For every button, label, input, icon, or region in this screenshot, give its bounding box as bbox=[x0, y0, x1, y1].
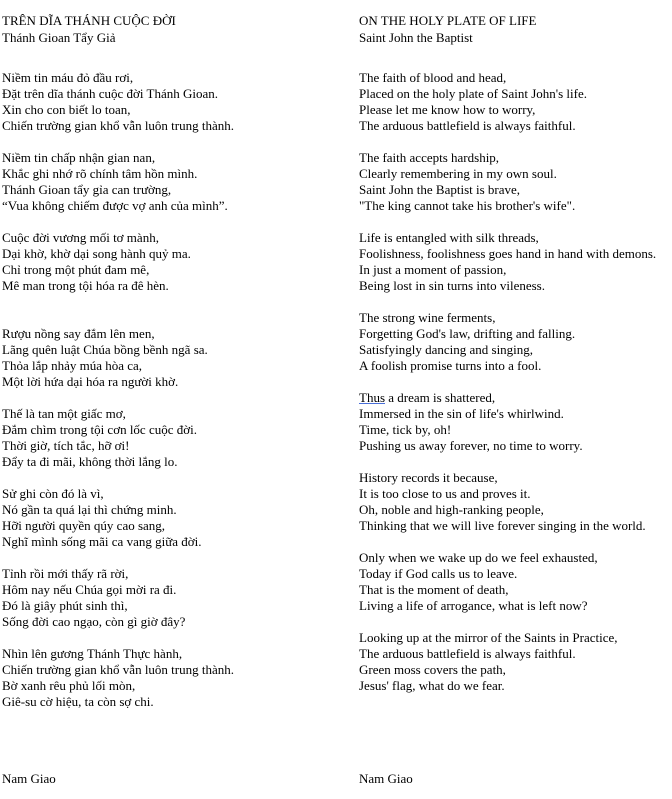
poem-line: That is the moment of death, bbox=[359, 582, 509, 597]
poem-line: Placed on the holy plate of Saint John's life. bbox=[359, 86, 587, 101]
line-remainder: a dream is shattered, bbox=[385, 390, 496, 405]
poem-line: “Vua không chiếm được vợ anh của mình”. bbox=[2, 198, 228, 213]
poem-line: Clearly remembering in my own soul. bbox=[359, 166, 557, 181]
author-signature-vi: Nam Giao bbox=[2, 771, 56, 786]
poem-line: Bờ xanh rêu phủ lối mòn, bbox=[2, 678, 136, 693]
poem-line: The faith of blood and head, bbox=[359, 70, 507, 85]
stanza-vi-8 bbox=[2, 646, 352, 710]
poem-line: In just a moment of passion, bbox=[359, 262, 507, 277]
stanza-vi-2 bbox=[2, 150, 352, 214]
poem-line: Nghĩ mình sống mãi ca vang giữa đời. bbox=[2, 534, 202, 549]
poem-line: "The king cannot take his brother's wife". bbox=[359, 198, 576, 213]
poem-line: Đẩy ta đi mãi, không thời lắng lo. bbox=[2, 454, 178, 469]
poem-line: Please let me know how to worry, bbox=[359, 102, 536, 117]
poem-line: Xin cho con biết lo toan, bbox=[2, 102, 131, 117]
poem-subtitle-vi: Thánh Gioan Tẩy Giả bbox=[2, 30, 116, 45]
poem-line: Thỏa lắp nhảy múa hòa ca, bbox=[2, 358, 143, 373]
poem-line: History records it because, bbox=[359, 470, 498, 485]
poem-line: Living a life of arrogance, what is left now? bbox=[359, 598, 588, 613]
poem-line: Đó là giây phút sinh thì, bbox=[2, 598, 128, 613]
poem-line: Hôm nay nếu Chúa gọi mời ra đi. bbox=[2, 582, 177, 597]
poem-line: Oh, noble and high-ranking people, bbox=[359, 502, 544, 517]
poem-line: Lãng quên luật Chúa bồng bềnh ngã sa. bbox=[2, 342, 208, 357]
poem-line: Immersed in the sin of life's whirlwind. bbox=[359, 406, 564, 421]
stanzas-vi bbox=[2, 70, 352, 710]
poem-line: Looking up at the mirror of the Saints in Practice, bbox=[359, 630, 618, 645]
poem-line: Sống đời cao ngạo, còn gì giờ đây? bbox=[2, 614, 186, 629]
poem-line: Thời giờ, tích tắc, hỡ ơi! bbox=[2, 438, 130, 453]
poem-line bbox=[359, 390, 670, 406]
author-signature-en: Nam Giao bbox=[359, 771, 413, 786]
poem-line: Foolishness, foolishness goes hand in hand with demons. bbox=[359, 246, 657, 261]
poem-line: Satisfyingly dancing and singing, bbox=[359, 342, 534, 357]
poem-subtitle-en: Saint John the Baptist bbox=[359, 30, 473, 45]
poem-line: The arduous battlefield is always faithful. bbox=[359, 118, 576, 133]
stanzas-en bbox=[359, 70, 670, 694]
stanza-en-7 bbox=[359, 550, 670, 614]
stanza-vi-5 bbox=[2, 406, 352, 470]
poem-line: It is too close to us and proves it. bbox=[359, 486, 531, 501]
poem-line: Cuộc đời vương mối tơ mành, bbox=[2, 230, 159, 245]
poem-line: Một lời hứa dại hóa ra người khờ. bbox=[2, 374, 179, 389]
poem-line: Only when we wake up do we feel exhausted, bbox=[359, 550, 598, 565]
poem-line: The arduous battlefield is always faithful. bbox=[359, 646, 576, 661]
stanza-vi-4 bbox=[2, 326, 352, 390]
poem-line: The strong wine ferments, bbox=[359, 310, 496, 325]
poem-line: Khắc ghi nhớ rõ chính tâm hồn mình. bbox=[2, 166, 198, 181]
poem-line: Tỉnh rồi mới thấy rã rời, bbox=[2, 566, 129, 581]
poem-line: Chiến trường gian khổ vẫn luôn trung thành. bbox=[2, 118, 235, 133]
poem-line: Green moss covers the path, bbox=[359, 662, 506, 677]
poem-line: Saint John the Baptist is brave, bbox=[359, 182, 521, 197]
stanza-en-2 bbox=[359, 150, 670, 214]
poem-line: Niềm tin chấp nhận gian nan, bbox=[2, 150, 156, 165]
poem-line: Being lost in sin turns into vileness. bbox=[359, 278, 545, 293]
poem-line: Nó gần ta quá lại thì chứng minh. bbox=[2, 502, 177, 517]
stanza-vi-1 bbox=[2, 70, 352, 134]
poem-line: Time, tick by, oh! bbox=[359, 422, 452, 437]
poem-line: Thế là tan một giấc mơ, bbox=[2, 406, 126, 421]
poem-line: Giê-su cờ hiệu, ta còn sợ chi. bbox=[2, 694, 154, 709]
poem-line: Pushing us away forever, no time to worry. bbox=[359, 438, 583, 453]
poem-line: Today if God calls us to leave. bbox=[359, 566, 518, 581]
stanza-vi-3 bbox=[2, 230, 352, 310]
vietnamese-poem-column bbox=[2, 12, 352, 726]
poem-line: Đắm chìm trong tội cơn lốc cuộc đời. bbox=[2, 422, 197, 437]
stanza-en-4 bbox=[359, 310, 670, 374]
poem-line: Dại khờ, khờ dại song hành quỷ ma. bbox=[2, 246, 191, 261]
poem-line: Jesus' flag, what do we fear. bbox=[359, 678, 505, 693]
poem-line: Niềm tin máu đỏ đầu rơi, bbox=[2, 70, 134, 85]
poem-line: Mê man trong tội hóa ra đê hèn. bbox=[2, 278, 169, 293]
poem-title-vi: TRÊN DĨA THÁNH CUỘC ĐỜI bbox=[2, 13, 176, 28]
poem-line: Rượu nồng say đắm lên men, bbox=[2, 326, 155, 341]
poem-line: The faith accepts hardship, bbox=[359, 150, 500, 165]
english-poem-column bbox=[359, 12, 670, 710]
poem-line: Chiến trường gian khổ vẫn luôn trung thành. bbox=[2, 662, 235, 677]
underlined-word: Thus bbox=[359, 390, 385, 405]
stanza-en-8 bbox=[359, 630, 670, 694]
stanza-en-5 bbox=[359, 390, 670, 454]
poem-line: Hỡi người quyền qúy cao sang, bbox=[2, 518, 166, 533]
poem-line: Đặt trên dĩa thánh cuộc đời Thánh Gioan. bbox=[2, 86, 219, 101]
poem-line: Life is entangled with silk threads, bbox=[359, 230, 539, 245]
poem-line: A foolish promise turns into a fool. bbox=[359, 358, 542, 373]
poem-title-en: ON THE HOLY PLATE OF LIFE bbox=[359, 13, 537, 28]
stanza-en-3 bbox=[359, 230, 670, 294]
poem-line: Thinking that we will live forever singing in the world. bbox=[359, 518, 646, 533]
stanza-en-6 bbox=[359, 470, 670, 534]
poem-line: Thánh Gioan tẩy gỉa can trường, bbox=[2, 182, 172, 197]
stanza-en-1 bbox=[359, 70, 670, 134]
poem-line: Chỉ trong một phút đam mê, bbox=[2, 262, 150, 277]
poem-line: Nhìn lên gương Thánh Thực hành, bbox=[2, 646, 183, 661]
stanza-vi-7 bbox=[2, 566, 352, 630]
poem-line: Sử ghi còn đó là vì, bbox=[2, 486, 104, 501]
stanza-vi-6 bbox=[2, 486, 352, 550]
stanza-spacer bbox=[2, 294, 352, 310]
poem-line: Forgetting God's law, drifting and falling. bbox=[359, 326, 576, 341]
